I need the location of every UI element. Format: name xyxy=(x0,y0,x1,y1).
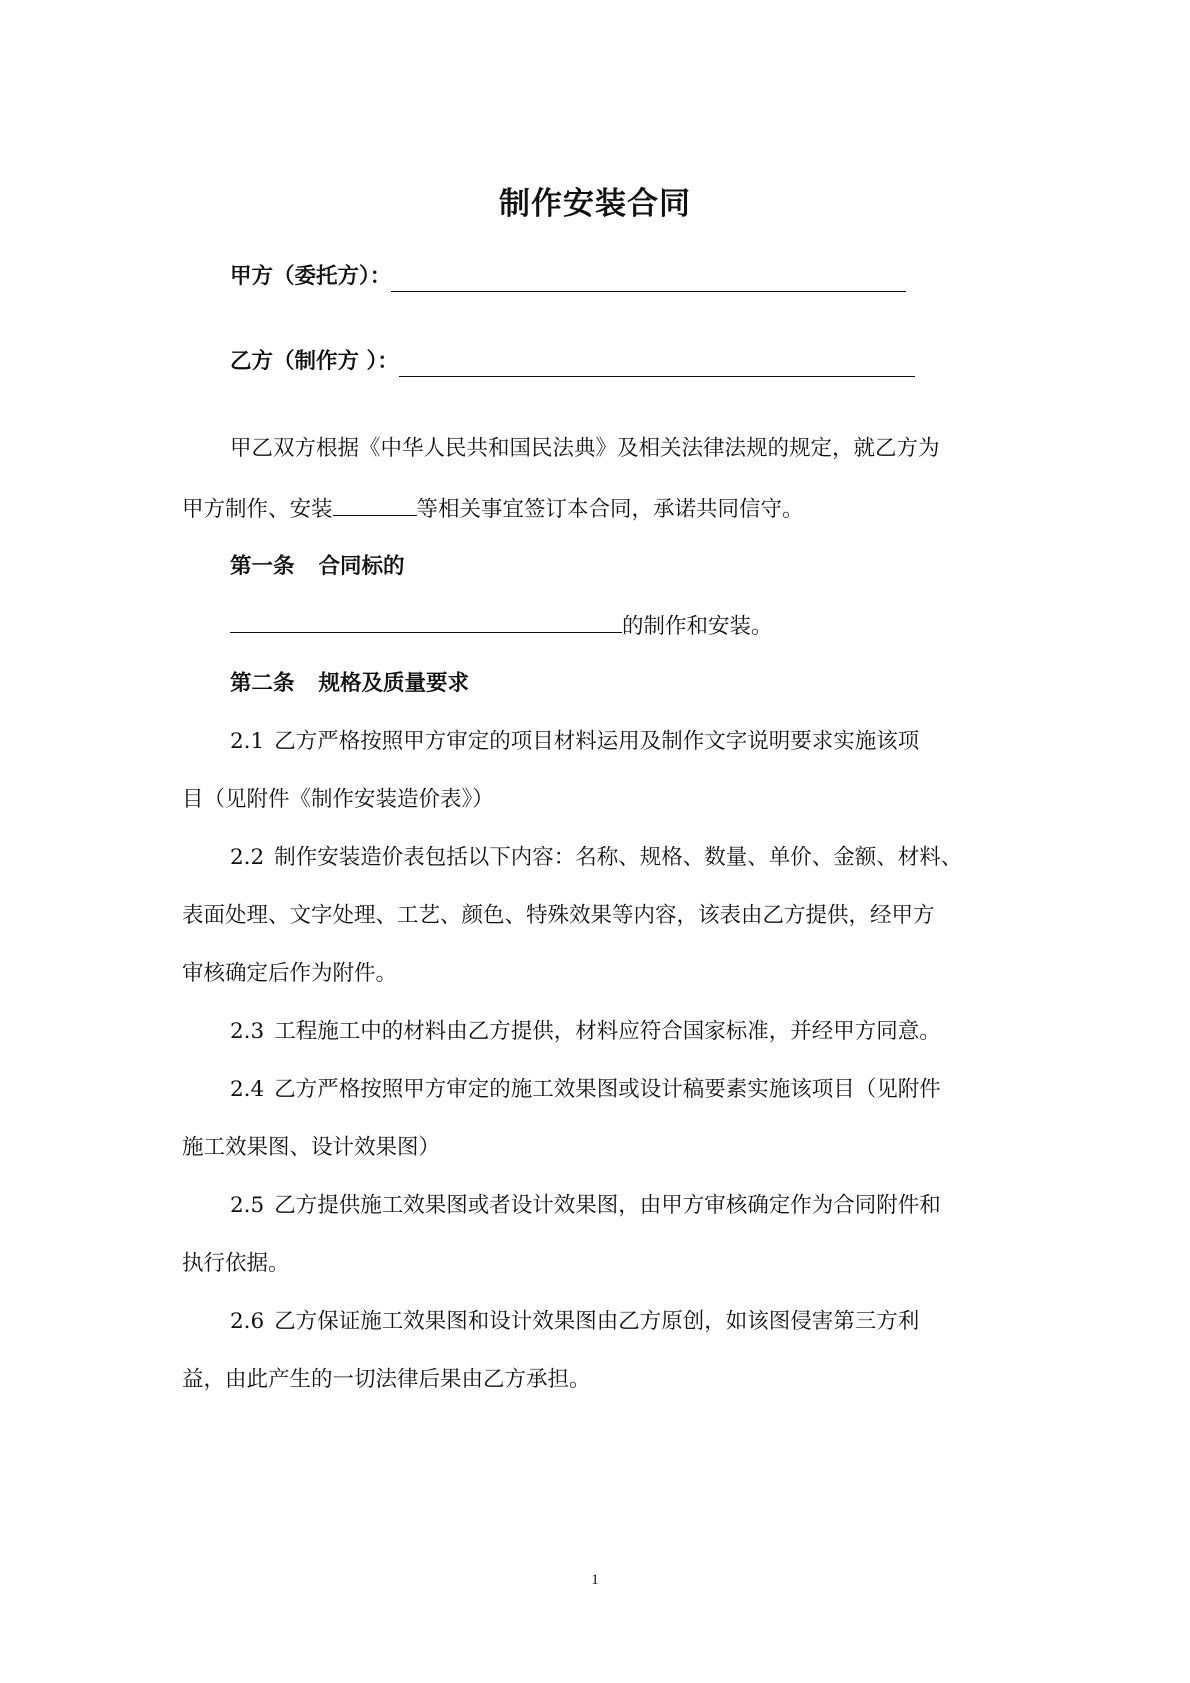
preamble-line-1: 甲乙双方根据《中华人民共和国民法典》及相关法律法规的规定，就乙方为 xyxy=(230,436,940,461)
clause-2-4-number: 2.4 xyxy=(230,1077,265,1102)
clause-2-6-line-2: 益，由此产生的一切法律后果由乙方承担。 xyxy=(182,1367,591,1392)
clause-2-5-line-1 xyxy=(230,1191,1022,1221)
party-a-blank xyxy=(391,269,906,292)
clause-2-1-line-1 xyxy=(230,727,1022,757)
preamble-item-blank xyxy=(333,493,417,516)
article-2-heading xyxy=(230,669,1022,699)
party-b-row xyxy=(230,347,1022,377)
party-a-row xyxy=(230,262,1022,292)
clause-2-6-number: 2.6 xyxy=(230,1309,265,1334)
party-a-label: 甲方（委托方）： xyxy=(230,264,392,289)
article-1-body xyxy=(230,610,1022,642)
clause-2-4-line-2: 施工效果图、设计效果图） xyxy=(182,1135,441,1160)
clause-2-2-line-2: 表面处理、文字处理、工艺、颜色、特殊效果等内容，该表由乙方提供，经甲方 xyxy=(182,903,935,928)
subject-blank xyxy=(230,610,622,633)
party-b-label: 乙方（制作方 ）： xyxy=(230,349,399,374)
clause-2-4-line-1 xyxy=(230,1075,1022,1105)
article-2-title: 规格及质量要求 xyxy=(318,671,470,696)
clause-2-1-line-2: 目（见附件《制作安装造价表》） xyxy=(182,787,494,812)
clause-2-4-text-1: 乙方严格按照甲方审定的施工效果图或设计稿要素实施该项目（见附件 xyxy=(274,1077,941,1102)
document-title: 制作安装合同 xyxy=(499,186,691,222)
clause-2-2-text-1: 制作安装造价表包括以下内容：名称、规格、数量、单价、金额、材料、 xyxy=(274,845,963,870)
clause-2-2-line-1 xyxy=(230,843,1022,873)
page-number: 1 xyxy=(591,1572,599,1588)
preamble-line-2-before: 甲方制作、安装 xyxy=(182,497,333,522)
preamble-line-2-after: 等相关事宜签订本合同，承诺共同信守。 xyxy=(416,497,804,522)
clause-2-2-line-3: 审核确定后作为附件。 xyxy=(182,961,398,986)
clause-2-1-text-1: 乙方严格按照甲方审定的项目材料运用及制作文字说明要求实施该项 xyxy=(274,729,920,754)
article-1-heading xyxy=(230,552,1022,582)
clause-2-5-text-1: 乙方提供施工效果图或者设计效果图，由甲方审核确定作为合同附件和 xyxy=(274,1193,941,1218)
clause-2-3-number: 2.3 xyxy=(230,1019,265,1044)
clause-2-6-line-1 xyxy=(230,1307,1022,1337)
clause-2-3-text-1: 工程施工中的材料由乙方提供，材料应符合国家标准，并经甲方同意。 xyxy=(274,1019,941,1044)
clause-2-2-number: 2.2 xyxy=(230,845,265,870)
article-1-body-text: 的制作和安装。 xyxy=(622,614,773,639)
clause-2-5-number: 2.5 xyxy=(230,1193,265,1218)
clause-2-5-line-2: 执行依据。 xyxy=(182,1251,290,1276)
preamble-line-2 xyxy=(182,493,1022,525)
clause-2-6-text-1: 乙方保证施工效果图和设计效果图由乙方原创，如该图侵害第三方利 xyxy=(274,1309,920,1334)
clause-2-1-number: 2.1 xyxy=(230,729,265,754)
clause-2-3-line-1 xyxy=(230,1017,1022,1047)
article-1-number: 第一条 xyxy=(230,554,295,579)
article-2-number: 第二条 xyxy=(230,671,295,696)
article-1-title: 合同标的 xyxy=(318,554,405,579)
party-b-blank xyxy=(399,354,915,377)
